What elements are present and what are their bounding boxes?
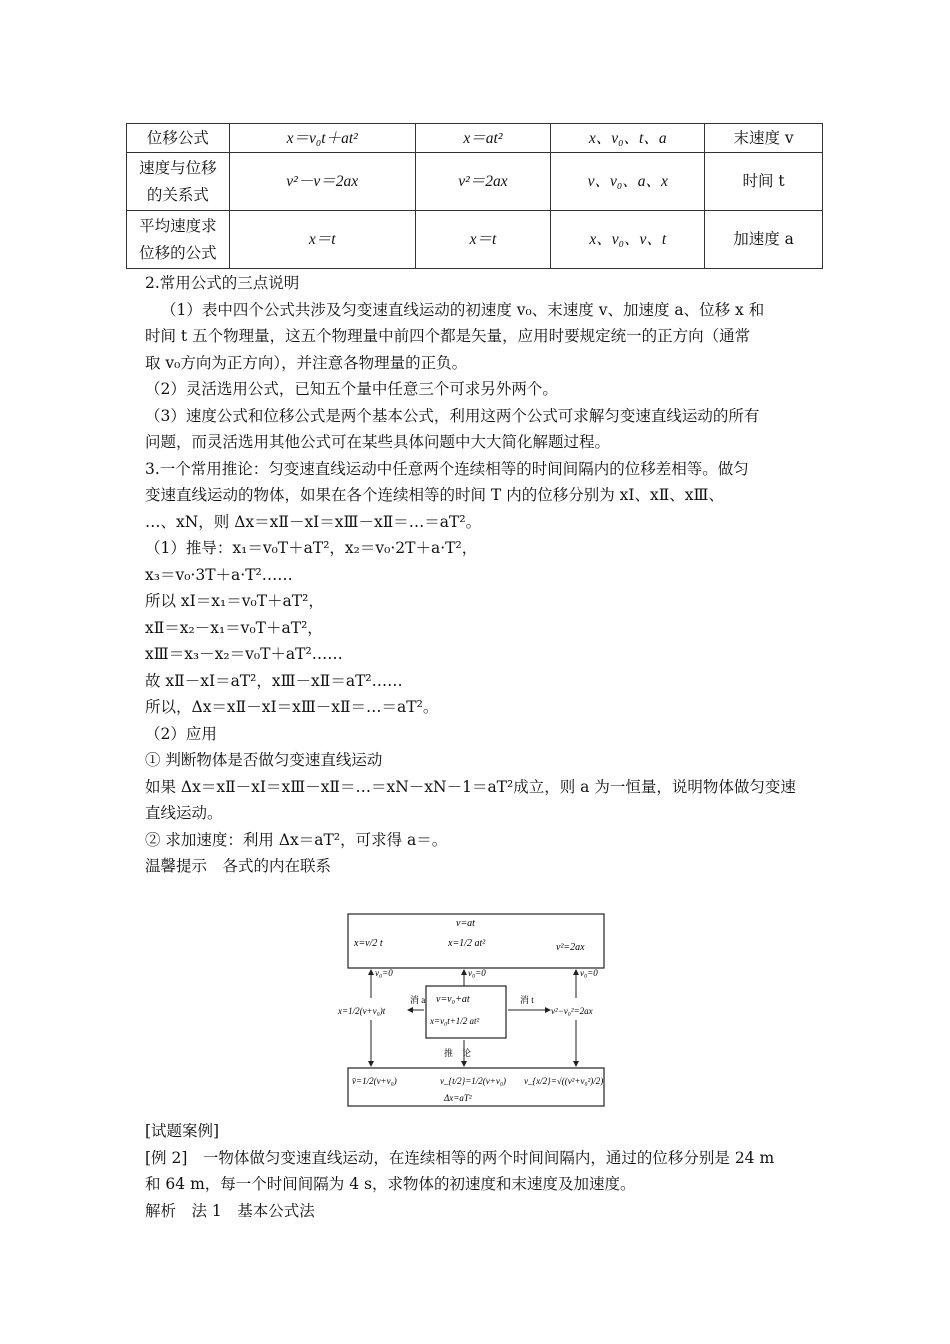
paragraph-line: 故 xⅡ－xⅠ＝aT²，xⅢ－xⅡ＝aT²…… (145, 671, 403, 690)
paragraph-line: 和 64 m，每一个时间间隔为 4 s，求物体的初速度和末速度及加速度。 (145, 1175, 636, 1193)
table-cell: 时间 t (705, 153, 823, 211)
paragraph-line: 问题，而灵活选用其他公式可在某些具体问题中大大简化解题过程。 (145, 433, 611, 451)
paragraph-line: 解析 法 1 基本公式法 (145, 1201, 315, 1220)
table-cell: x＝v₀t＋at² (229, 124, 415, 153)
paragraph-line: 取 v₀方向为正方向），并注意各物理量的正负。 (145, 353, 468, 372)
derivation-label: 推 论 (444, 1048, 472, 1058)
paragraph-line: 时间 t 五个物理量，这五个物理量中前四个都是矢量，应用时要规定统一的正方向（通常 (145, 327, 751, 345)
table-cell: x、v₀、v、t (551, 211, 705, 269)
condition-left: v₀=0 (375, 968, 393, 978)
eliminate-t-label: 消 t (520, 995, 534, 1005)
formula-relationship-diagram (336, 910, 616, 1110)
bottom-center-formula: Δx=aT² (444, 1093, 472, 1103)
paragraph-line: （3）速度公式和位移公式是两个基本公式，利用这两个公式可求解匀变速直线运动的所有 (145, 406, 760, 425)
table-cell (127, 211, 230, 269)
table-cell (127, 153, 230, 211)
section-heading: [试题案例] (145, 1122, 220, 1140)
center-formula-velocity: v=v₀+at (436, 994, 470, 1005)
table-cell: 加速度 a (705, 211, 823, 269)
cell-line: 的关系式 (146, 185, 209, 204)
top-center-formula: v=at (456, 918, 475, 929)
cell-line: 位移的公式 (139, 243, 217, 262)
paragraph-line: （2）应用 (145, 724, 217, 743)
top-mid-formula: x=1/2 at² (448, 938, 486, 949)
paragraph-line: …、xN，则 Δx＝xⅡ－xⅠ＝xⅢ－xⅡ＝…＝aT²。 (145, 512, 482, 531)
left-formula: x=1/2(v+v₀)t (338, 1006, 386, 1016)
paragraph-line: xⅡ＝x₂－x₁＝v₀T＋aT²， (145, 618, 323, 637)
table-row (127, 153, 823, 211)
body-text (145, 270, 821, 880)
paragraph-line: （1）推导：x₁＝v₀T＋aT²，x₂＝v₀·2T＋a·T²， (145, 539, 478, 557)
table-cell: 位移公式 (127, 124, 230, 153)
paragraph-line: xⅢ＝x₃－x₂＝v₀T＋aT²…… (145, 645, 343, 663)
table-cell: v²＝2ax (415, 153, 551, 211)
section-heading: 3.一个常用推论：匀变速直线运动中任意两个连续相等的时间间隔内的位移差相等。做匀 (145, 459, 749, 478)
bottom-mid-formula: v_{t/2}=1/2(v+v₀) (440, 1076, 506, 1086)
bottom-left-formula: v̄=1/2(v+v₀) (352, 1076, 397, 1086)
paragraph-line: （2）灵活选用公式，已知五个量中任意三个可求另外两个。 (145, 380, 558, 398)
cell-line: 平均速度求 (139, 216, 217, 235)
table-cell: x、v₀、t、a (551, 124, 705, 153)
condition-mid: v₀=0 (468, 968, 486, 978)
cell-line: 速度与位移 (139, 158, 217, 177)
paragraph-line: ① 判断物体是否做匀变速直线运动 (145, 751, 383, 769)
table-cell: x＝t (229, 211, 415, 269)
right-formula: v²−v₀²=2ax (551, 1006, 593, 1016)
paragraph-line: 直线运动。 (145, 804, 223, 822)
bottom-box (348, 1068, 604, 1106)
table-cell: v、v₀、a、x (551, 153, 705, 211)
paragraph-line: 温馨提示 各式的内在联系 (145, 857, 332, 875)
table-cell: v²－v＝2ax (229, 153, 415, 211)
paragraph-line: 所以，Δx＝xⅡ－xⅠ＝xⅢ－xⅡ＝…＝aT²。 (145, 698, 439, 716)
formula-table (126, 123, 823, 269)
top-left-formula: x=v/2 t (354, 938, 383, 949)
table-cell: x＝at² (415, 124, 551, 153)
eliminate-a-label: 消 a (410, 995, 426, 1005)
paragraph-line: ② 求加速度：利用 Δx＝aT²，可求得 a＝。 (145, 830, 448, 849)
table-cell: x＝t (415, 211, 551, 269)
paragraph-line: 所以 xⅠ＝x₁＝v₀T＋aT²， (145, 592, 324, 610)
paragraph-line: （1）表中四个公式共涉及匀变速直线运动的初速度 v₀、末速度 v、加速度 a、位移 x 和 (161, 300, 765, 319)
example-section (145, 1118, 821, 1224)
paragraph-line: x₃＝v₀·3T＋a·T²…… (145, 565, 293, 584)
table-row (127, 211, 823, 269)
condition-right: v₀=0 (580, 968, 598, 978)
paragraph-line: 如果 Δx＝xⅡ－xⅠ＝xⅢ－xⅡ＝…＝xN－xN－1＝aT²成立，则 a 为一恒量，说明物体做匀变速 (145, 777, 796, 796)
bottom-right-formula: v_{x/2}=√((v²+v₀²)/2) (524, 1076, 604, 1086)
table-row (127, 124, 823, 153)
center-formula-displacement: x=v₀t+1/2 at² (430, 1016, 480, 1026)
section-heading: 2.常用公式的三点说明 (145, 274, 300, 292)
paragraph-line: [例 2] 一物体做匀变速直线运动，在连续相等的两个时间间隔内，通过的位移分别是 24 m (145, 1148, 775, 1167)
paragraph-line: 变速直线运动的物体，如果在各个连续相等的时间 T 内的位移分别为 xⅠ、xⅡ、xⅢ、 (145, 486, 724, 504)
top-right-formula: v²=2ax (556, 942, 585, 953)
table-cell: 末速度 v (705, 124, 823, 153)
